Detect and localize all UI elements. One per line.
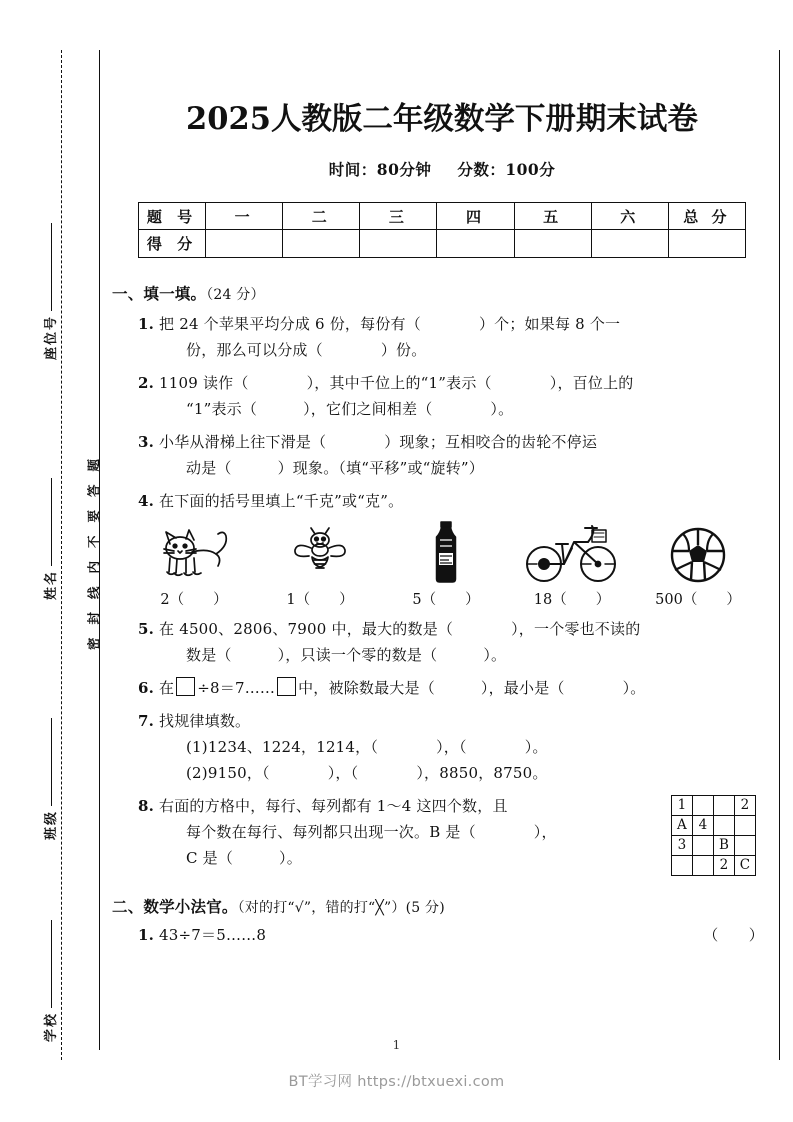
question-6-line1b: ÷8＝7…… bbox=[197, 679, 276, 697]
question-8-line1: 右面的方格中，每行、每列都有 1～4 这四个数，且 bbox=[159, 797, 508, 815]
question-5-line2a: 数是（ bbox=[186, 646, 232, 664]
grid-row bbox=[672, 856, 756, 876]
soccer-ball-icon bbox=[646, 520, 750, 584]
question-7-sub2 bbox=[138, 760, 772, 786]
score-table bbox=[138, 202, 746, 258]
page-number: 1 bbox=[392, 1038, 401, 1052]
school-label: 学校 bbox=[44, 1011, 59, 1042]
question-8-line2b: ）， bbox=[533, 823, 557, 841]
question-4-prompt: 在下面的括号里填上“千克”或“克”。 bbox=[159, 492, 404, 510]
picture-caption-bottle bbox=[394, 588, 498, 609]
question-7-sub2b: ），（ bbox=[327, 764, 359, 782]
class-label: 班级 bbox=[44, 809, 59, 840]
score-cell-3[interactable] bbox=[360, 230, 437, 258]
grid-cell[interactable] bbox=[693, 796, 714, 816]
score-cell-5[interactable] bbox=[514, 230, 591, 258]
question-7 bbox=[112, 708, 772, 786]
question-1-line1b: ）个；如果每 8 个一 bbox=[478, 315, 621, 333]
grid-row bbox=[672, 836, 756, 856]
question-6-line1a: 在 bbox=[159, 679, 175, 697]
question-8-line3 bbox=[138, 845, 662, 871]
judge-question-1-text: 43÷7＝5……8 bbox=[159, 926, 267, 944]
question-8-number: 8. bbox=[138, 797, 155, 815]
question-2-line2b: ），它们之间相差（ bbox=[303, 400, 433, 418]
exam-total-score: 分数：100分 bbox=[457, 160, 556, 179]
name-field[interactable] bbox=[40, 478, 59, 600]
seal-line-notice: 密封线内不要答题 bbox=[86, 445, 101, 650]
grid-cell[interactable] bbox=[693, 856, 714, 876]
question-4-number: 4. bbox=[138, 492, 155, 510]
seat-number-rule bbox=[51, 223, 52, 311]
grid-row bbox=[672, 816, 756, 836]
score-header-2: 二 bbox=[283, 203, 360, 230]
question-6-number: 6. bbox=[138, 679, 155, 697]
question-3-line1a: 小华从滑梯上往下滑是（ bbox=[159, 433, 327, 451]
dividend-box[interactable] bbox=[176, 677, 195, 696]
question-2-line2 bbox=[138, 396, 772, 422]
score-header-4: 四 bbox=[437, 203, 514, 230]
grid-cell[interactable] bbox=[672, 856, 693, 876]
bottle-weight-value: 5 bbox=[412, 592, 422, 608]
bottle-unit-blank[interactable]: （ ） bbox=[421, 592, 480, 608]
question-8 bbox=[112, 793, 772, 871]
bee-weight-value: 1 bbox=[286, 592, 296, 608]
class-rule bbox=[51, 718, 52, 806]
question-2-line1b: ），其中千位上的“1”表示（ bbox=[306, 374, 492, 392]
grid-cell[interactable]: C bbox=[735, 856, 756, 876]
question-7-prompt: 找规律填数。 bbox=[159, 712, 251, 730]
grid-cell[interactable] bbox=[735, 836, 756, 856]
bicycle-weight-value: 18 bbox=[533, 592, 553, 608]
question-2-line2c: ）。 bbox=[490, 400, 514, 418]
number-grid bbox=[671, 795, 756, 876]
question-5 bbox=[112, 616, 772, 668]
cat-icon bbox=[142, 520, 246, 584]
exam-time: 时间：80分钟 bbox=[328, 160, 432, 179]
question-8-line3b: ）。 bbox=[279, 849, 302, 867]
question-6-line1d: ），最小是（ bbox=[480, 679, 565, 697]
score-cell-2[interactable] bbox=[283, 230, 360, 258]
section-one-title: 一、填一填。 bbox=[112, 284, 207, 303]
remainder-box[interactable] bbox=[277, 677, 296, 696]
judge-answer-blank[interactable]: （ ） bbox=[703, 926, 764, 944]
judge-question-1 bbox=[112, 922, 772, 948]
picture-caption-bicycle bbox=[520, 588, 624, 609]
section-heading-two bbox=[112, 895, 772, 917]
section-two-points: （对的打“√”，错的打“╳”）(5 分) bbox=[237, 900, 445, 916]
picture-caption-soccer-ball bbox=[646, 588, 750, 609]
picture-item-cat bbox=[142, 520, 246, 609]
cat-unit-blank[interactable]: （ ） bbox=[169, 592, 228, 608]
cat-weight-value: 2 bbox=[160, 592, 170, 608]
grid-cell[interactable] bbox=[714, 796, 735, 816]
question-1-line1a: 把 24 个苹果平均分成 6 份，每份有（ bbox=[159, 315, 421, 333]
question-6-line1c: 中，被除数最大是（ bbox=[298, 679, 435, 697]
soccer-weight-value: 500 bbox=[655, 592, 683, 608]
question-2-number: 2. bbox=[138, 374, 155, 392]
exam-content bbox=[112, 50, 772, 948]
score-header-total: 总 分 bbox=[668, 203, 745, 230]
picture-item-bottle bbox=[394, 520, 498, 609]
score-cell-4[interactable] bbox=[437, 230, 514, 258]
right-border-line bbox=[779, 50, 780, 1060]
seal-dashed-line bbox=[61, 50, 62, 1060]
question-1 bbox=[112, 311, 772, 363]
question-2 bbox=[112, 370, 772, 422]
question-3 bbox=[112, 429, 772, 481]
picture-caption-bee bbox=[268, 588, 372, 609]
score-table-value-row bbox=[139, 230, 746, 258]
question-4 bbox=[112, 488, 772, 514]
score-row-label: 得 分 bbox=[139, 230, 206, 258]
question-1-line2 bbox=[138, 337, 772, 363]
grid-cell[interactable]: 1 bbox=[672, 796, 693, 816]
picture-item-soccer-ball bbox=[646, 520, 750, 609]
question-8-line2a: 每个数在每行、每列都只出现一次。B 是（ bbox=[186, 823, 476, 841]
picture-item-bee bbox=[268, 520, 372, 609]
question-5-line2c: ）。 bbox=[483, 646, 507, 664]
score-header-5: 五 bbox=[514, 203, 591, 230]
question-5-line2b: ），只读一个零的数是（ bbox=[277, 646, 438, 664]
question-1-line2a: 份，那么可以分成（ bbox=[186, 341, 323, 359]
name-label: 姓名 bbox=[44, 569, 59, 600]
question-7-sub1c: ）。 bbox=[524, 738, 548, 756]
question-8-line2 bbox=[138, 819, 662, 845]
score-cell-total[interactable] bbox=[668, 230, 745, 258]
section-one-points: （24 分） bbox=[206, 287, 265, 303]
bottle-icon bbox=[394, 520, 498, 584]
question-5-line1b: ），一个零也不读的 bbox=[511, 620, 641, 638]
question-2-line1a: 1109 读作（ bbox=[159, 374, 249, 392]
question-3-line1b: ）现象；互相咬合的齿轮不停运 bbox=[384, 433, 598, 451]
picture-caption-cat bbox=[142, 588, 246, 609]
section-two-title: 二、数学小法官。 bbox=[112, 897, 238, 916]
grid-row bbox=[672, 796, 756, 816]
score-cell-1[interactable] bbox=[206, 230, 283, 258]
seat-number-field[interactable] bbox=[40, 223, 59, 360]
question-5-line2 bbox=[138, 642, 772, 668]
question-8-line3a: C 是（ bbox=[186, 849, 234, 867]
question-3-line2 bbox=[138, 455, 772, 481]
question-5-number: 5. bbox=[138, 620, 155, 638]
page-title: 2025人教版二年级数学下册期末试卷 bbox=[186, 101, 698, 137]
question-7-sub2c: ），8850，8750。 bbox=[416, 764, 548, 782]
question-3-number: 3. bbox=[138, 433, 155, 451]
soccer-unit-blank[interactable]: （ ） bbox=[682, 592, 741, 608]
section-heading-one bbox=[112, 282, 772, 304]
question-3-line2b: ）现象。（填“平移”或“旋转”） bbox=[277, 459, 484, 477]
question-1-number: 1. bbox=[138, 315, 155, 333]
question-2-line2a: “1”表示（ bbox=[186, 400, 258, 418]
grid-cell[interactable]: 2 bbox=[714, 856, 735, 876]
grid-cell[interactable]: 3 bbox=[672, 836, 693, 856]
question-6 bbox=[112, 675, 772, 701]
bicycle-icon bbox=[520, 520, 624, 584]
question-3-line2a: 动是（ bbox=[186, 459, 232, 477]
question-7-number: 7. bbox=[138, 712, 155, 730]
question-7-sub2a: (2)9150，（ bbox=[186, 764, 270, 782]
score-header-label: 题 号 bbox=[139, 203, 206, 230]
grid-cell[interactable]: A bbox=[672, 816, 693, 836]
grid-cell[interactable] bbox=[714, 816, 735, 836]
score-header-6: 六 bbox=[591, 203, 668, 230]
question-7-sub1 bbox=[138, 734, 772, 760]
class-field[interactable] bbox=[40, 718, 59, 840]
grid-cell[interactable] bbox=[693, 836, 714, 856]
grid-cell[interactable]: 2 bbox=[735, 796, 756, 816]
question-2-line1c: ），百位上的 bbox=[549, 374, 634, 392]
picture-item-bicycle bbox=[520, 520, 624, 609]
exam-meta bbox=[112, 158, 772, 180]
judge-question-1-number: 1. bbox=[138, 926, 155, 944]
bee-unit-blank[interactable]: （ ） bbox=[295, 592, 354, 608]
question-1-line2b: ）份。 bbox=[380, 341, 427, 359]
question-6-line1e: ）。 bbox=[622, 679, 646, 697]
school-field[interactable] bbox=[40, 920, 59, 1042]
grid-cell[interactable]: B bbox=[714, 836, 735, 856]
score-cell-6[interactable] bbox=[591, 230, 668, 258]
question-5-line1a: 在 4500、2806、7900 中，最大的数是（ bbox=[159, 620, 454, 638]
question-4-picture-row bbox=[112, 520, 772, 609]
question-8-text bbox=[138, 793, 662, 871]
school-rule bbox=[51, 920, 52, 1008]
question-7-sub1b: ），（ bbox=[436, 738, 467, 756]
bicycle-unit-blank[interactable]: （ ） bbox=[552, 592, 611, 608]
score-header-3: 三 bbox=[360, 203, 437, 230]
seat-number-label: 座位号 bbox=[44, 314, 59, 360]
score-table-header-row bbox=[139, 203, 746, 230]
score-header-1: 一 bbox=[206, 203, 283, 230]
name-rule bbox=[51, 478, 52, 566]
question-7-sub1a: (1)1234、1224，1214，（ bbox=[186, 738, 379, 756]
grid-cell[interactable] bbox=[735, 816, 756, 836]
bee-icon bbox=[268, 520, 372, 584]
grid-cell[interactable]: 4 bbox=[693, 816, 714, 836]
watermark: BT学习网 https://btxuexi.com bbox=[288, 1074, 505, 1090]
